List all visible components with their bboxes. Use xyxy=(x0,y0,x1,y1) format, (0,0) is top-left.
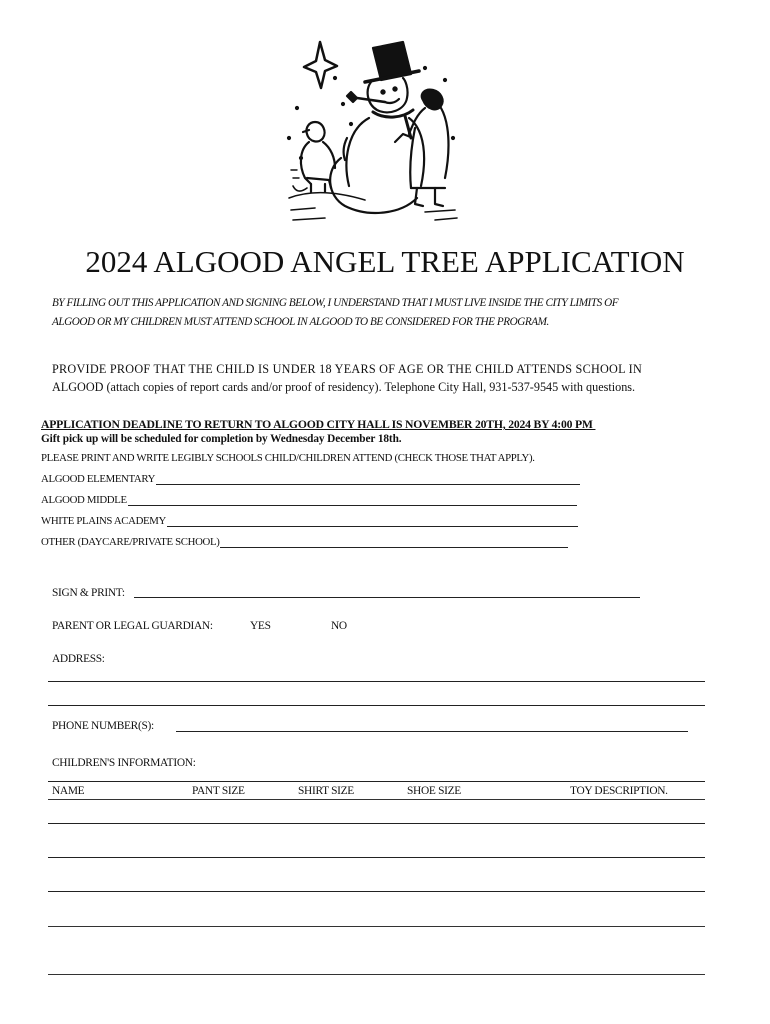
sign-print-field[interactable] xyxy=(134,597,640,598)
phone-label: PHONE NUMBER(S): xyxy=(52,720,154,732)
column-header-shirt-size: SHIRT SIZE xyxy=(298,785,354,797)
school-option-other[interactable] xyxy=(41,536,568,548)
child-entry-line[interactable] xyxy=(48,891,705,892)
school-option-line[interactable] xyxy=(167,517,578,527)
child-entry-line[interactable] xyxy=(48,926,705,927)
phone-field[interactable] xyxy=(176,731,688,732)
children-info-label: CHILDREN'S INFORMATION: xyxy=(52,757,196,769)
school-option-algood-elementary[interactable] xyxy=(41,473,580,485)
column-header-pant-size: PANT SIZE xyxy=(192,785,245,797)
column-header-toy-description: TOY DESCRIPTION. xyxy=(570,785,668,797)
school-option-label: OTHER (DAYCARE/PRIVATE SCHOOL) xyxy=(41,536,220,548)
address-field-line-2[interactable] xyxy=(48,705,705,706)
child-entry-line[interactable] xyxy=(48,857,705,858)
deadline-notice: APPLICATION DEADLINE TO RETURN TO ALGOOD CITY HALL IS NOVEMBER 20TH, 2024 BY 4:00 PM xyxy=(41,418,596,431)
child-entry-line[interactable] xyxy=(48,974,705,975)
sign-print-label: SIGN & PRINT: xyxy=(52,587,125,599)
proof-line-1: PROVIDE PROOF THAT THE CHILD IS UNDER 18 YEARS OF AGE OR THE CHILD ATTENDS SCHOOL IN xyxy=(52,362,643,376)
snowman-children-illustration-icon xyxy=(285,38,460,223)
proof-line-2: ALGOOD (attach copies of report cards and/or proof of residency). Telephone City Hall, 931-537-9545 with questions. xyxy=(52,380,636,394)
column-header-name: NAME xyxy=(52,785,85,797)
guardian-label: PARENT OR LEGAL GUARDIAN: xyxy=(52,620,213,632)
statement-line-2: ALGOOD OR MY CHILDREN MUST ATTEND SCHOOL IN ALGOOD TO BE CONSIDERED FOR THE PROGRAM. xyxy=(52,316,549,328)
gift-pickup-notice: Gift pick up will be scheduled for completion by Wednesday December 18th. xyxy=(41,433,402,445)
school-option-white-plains-academy[interactable] xyxy=(41,515,578,527)
school-option-algood-middle[interactable] xyxy=(41,494,577,506)
children-table-top-rule xyxy=(48,781,705,782)
address-field-line-1[interactable] xyxy=(48,681,705,682)
address-label: ADDRESS: xyxy=(52,653,105,665)
school-option-label: WHITE PLAINS ACADEMY xyxy=(41,515,166,527)
school-option-line[interactable] xyxy=(128,496,577,506)
child-entry-line[interactable] xyxy=(48,823,705,824)
page-title: 2024 ALGOOD ANGEL TREE APPLICATION xyxy=(85,244,685,279)
guardian-no-option[interactable]: NO xyxy=(331,620,347,632)
school-option-label: ALGOOD MIDDLE xyxy=(41,494,127,506)
statement-line-1: BY FILLING OUT THIS APPLICATION AND SIGNING BELOW, I UNDERSTAND THAT I MUST LIVE INSIDE THE CITY LIMITS OF xyxy=(52,297,619,309)
column-header-shoe-size: SHOE SIZE xyxy=(407,785,461,797)
school-option-line[interactable] xyxy=(220,538,568,548)
schools-instructions: PLEASE PRINT AND WRITE LEGIBLY SCHOOLS CHILD/CHILDREN ATTEND (CHECK THOSE THAT APPLY). xyxy=(41,452,535,464)
guardian-yes-option[interactable]: YES xyxy=(250,620,271,632)
school-option-line[interactable] xyxy=(156,475,580,485)
school-option-label: ALGOOD ELEMENTARY xyxy=(41,473,156,485)
children-header-underline xyxy=(48,799,705,800)
